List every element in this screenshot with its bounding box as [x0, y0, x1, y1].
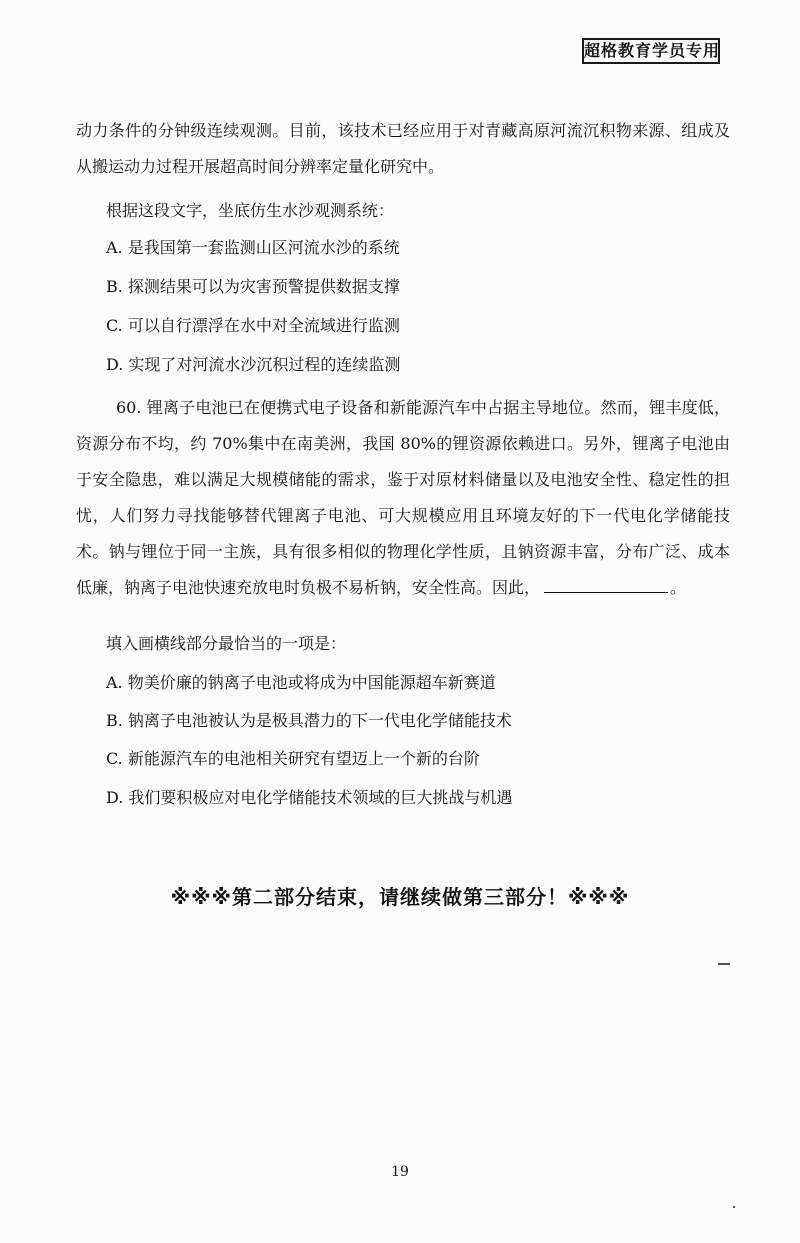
option-c: C. 可以自行漂浮在水中对全流域进行监测 [106, 316, 400, 335]
scan-mark [733, 1206, 735, 1208]
scan-mark [718, 963, 730, 965]
option-a: A. 物美价廉的钠离子电池或将成为中国能源超车新赛道 [106, 673, 496, 692]
question-prompt: 根据这段文字，坐底仿生水沙观测系统： [106, 201, 395, 220]
stamp-label: 超格教育学员专用 [582, 38, 720, 64]
section-end-note: ※※※第二部分结束，请继续做第三部分！※※※ [170, 885, 630, 909]
question-60-body: 60. 锂离子电池已在便携式电子设备和新能源汽车中占据主导地位。然而，锂丰度低，资源分布不均，约 70%集中在南美洲，我国 80%的锂资源依赖进口。另外，锂离子电池由于安全隐患，难以满足大规模储能的需求，鉴于对原材料储量以及电池安全性、稳定性的担忧，人们努力寻找能够替代锂离子电池、可大规模应用且环境友好的下一代电化学储能技术。钠与锂位于同一主族，具有很多相似的物理化学性质，且钠资源丰富，分布广泛、成本低廉，钠离子电池快速充放电时负极不易析钠，安全性高。因此， [76, 398, 730, 597]
question-60-ending: 。 [670, 578, 687, 597]
option-c: C. 新能源汽车的电池相关研究有望迈上一个新的台阶 [106, 749, 480, 768]
question-60-text [76, 390, 730, 606]
question-prompt: 填入画横线部分最恰当的一项是： [106, 634, 347, 653]
option-d: D. 实现了对河流水沙沉积过程的连续监测 [106, 355, 401, 374]
option-b: B. 探测结果可以为灾害预警提供数据支撑 [106, 277, 400, 296]
option-d: D. 我们要积极应对电化学储能技术领域的巨大挑战与机遇 [106, 788, 513, 807]
passage-continuation: 动力条件的分钟级连续观测。目前，该技术已经应用于对青藏高原河流沉积物来源、组成及从搬运动力过程开展超高时间分辨率定量化研究中。 [76, 121, 730, 176]
answer-blank [544, 576, 668, 593]
option-b: B. 钠离子电池被认为是极具潜力的下一代电化学储能技术 [106, 711, 512, 730]
page-number: 19 [391, 1164, 409, 1180]
option-a: A. 是我国第一套监测山区河流水沙的系统 [106, 238, 400, 257]
